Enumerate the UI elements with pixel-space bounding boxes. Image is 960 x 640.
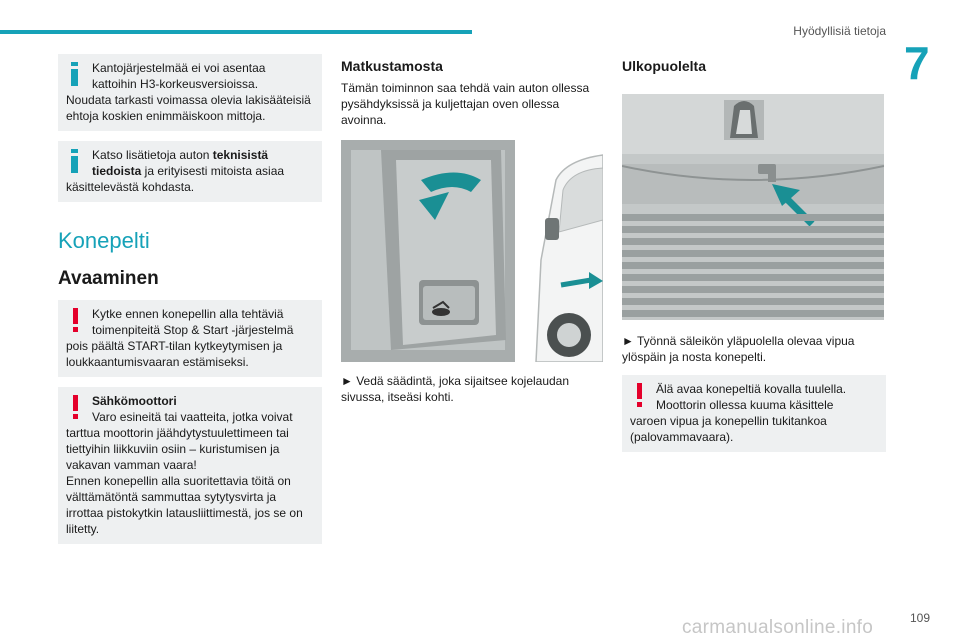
watermark: carmanualsonline.info [682, 617, 874, 638]
header-accent-bar [0, 30, 472, 34]
figure-caption: ► Työnnä säleikön yläpuolella olevaa vipua ylöspäin ja nosta konepelti. [622, 334, 855, 364]
note-text: Katso lisätietoja auton [92, 148, 213, 162]
note-text: ja erityisesti mitoista asiaa [141, 164, 285, 178]
intro-text: Tämän toiminnon saa tehdä vain auton ollessa pysähdyksissä ja kuljettajan oven ollessa avoinna. [341, 81, 590, 127]
middle-column [341, 54, 603, 411]
note-text: pois päältä START-tilan kytkeytymisen ja loukkaantumisvaaran estämiseksi. [66, 339, 283, 369]
section-title: Hyödyllisiä tietoja [793, 24, 886, 38]
brand-lion-logo [724, 100, 764, 140]
note-text: tarttua moottorin jäähdytystuulettimeen tai tiettyihin liikkuviin osiin – kuristumisen ja vakavan vamman vaara! [66, 426, 289, 472]
left-column [58, 54, 322, 554]
note-text: kattoihin H3-korkeusversioissa. [92, 77, 259, 91]
info-note-technical-data [58, 141, 322, 202]
warning-icon [630, 382, 648, 408]
chapter-number: 7 [904, 37, 930, 89]
note-text: Kantojärjestelmää ei voi asentaa [92, 61, 266, 75]
grille-slats [622, 214, 884, 317]
note-text: Moottorin ollessa kuuma käsittele [656, 398, 834, 412]
warning-note-electric-motor [58, 387, 322, 544]
warning-icon [66, 307, 84, 333]
note-text: Ennen konepellin alla suoritettavia töitä on välttämätöntä sammuttaa sytytysvirta ja irrottaa pistokytkin latausliittimestä, jos se on liitetty. [66, 474, 303, 536]
note-text: Noudata tarkasti voimassa olevia lakisääteisiä ehtoja koskien enimmäiskoon mittoja. [66, 93, 311, 123]
note-bold-text: tiedoista [92, 164, 142, 178]
note-text: Älä avaa konepeltiä kovalla tuulella. [656, 382, 847, 396]
info-icon [66, 61, 84, 87]
warning-note-wind [622, 375, 886, 452]
note-text: Kytke ennen konepellin alla tehtäviä [92, 307, 284, 321]
exterior-grille-figure [622, 94, 884, 320]
note-title: Sähkömoottori [92, 394, 177, 408]
column-heading: Matkustamosta [341, 58, 443, 74]
section-heading: Konepelti [58, 228, 150, 253]
note-bold-text: teknisistä [212, 148, 269, 162]
figure-caption: ► Vedä säädintä, joka sijaitsee kojelaudan sivussa, itseäsi kohti. [341, 374, 570, 404]
note-text: toimenpiteitä Stop & Start -järjestelmä [92, 323, 294, 337]
note-text: käsittelevästä kohdasta. [66, 180, 195, 194]
warning-icon [66, 394, 84, 420]
interior-release-lever-figure [341, 140, 603, 362]
info-icon [66, 148, 84, 174]
note-text: varoen vipua ja konepellin tukitankoa (palovammavaara). [630, 414, 827, 444]
column-heading: Ulkopuolelta [622, 58, 707, 74]
subheading: Avaaminen [58, 268, 159, 289]
note-text: Varo esineitä tai vaatteita, jotka voivat [92, 410, 293, 424]
right-column [622, 54, 886, 462]
page-number: 109 [909, 611, 930, 625]
warning-note-stop-start [58, 300, 322, 377]
info-note-roof-carrier [58, 54, 322, 131]
